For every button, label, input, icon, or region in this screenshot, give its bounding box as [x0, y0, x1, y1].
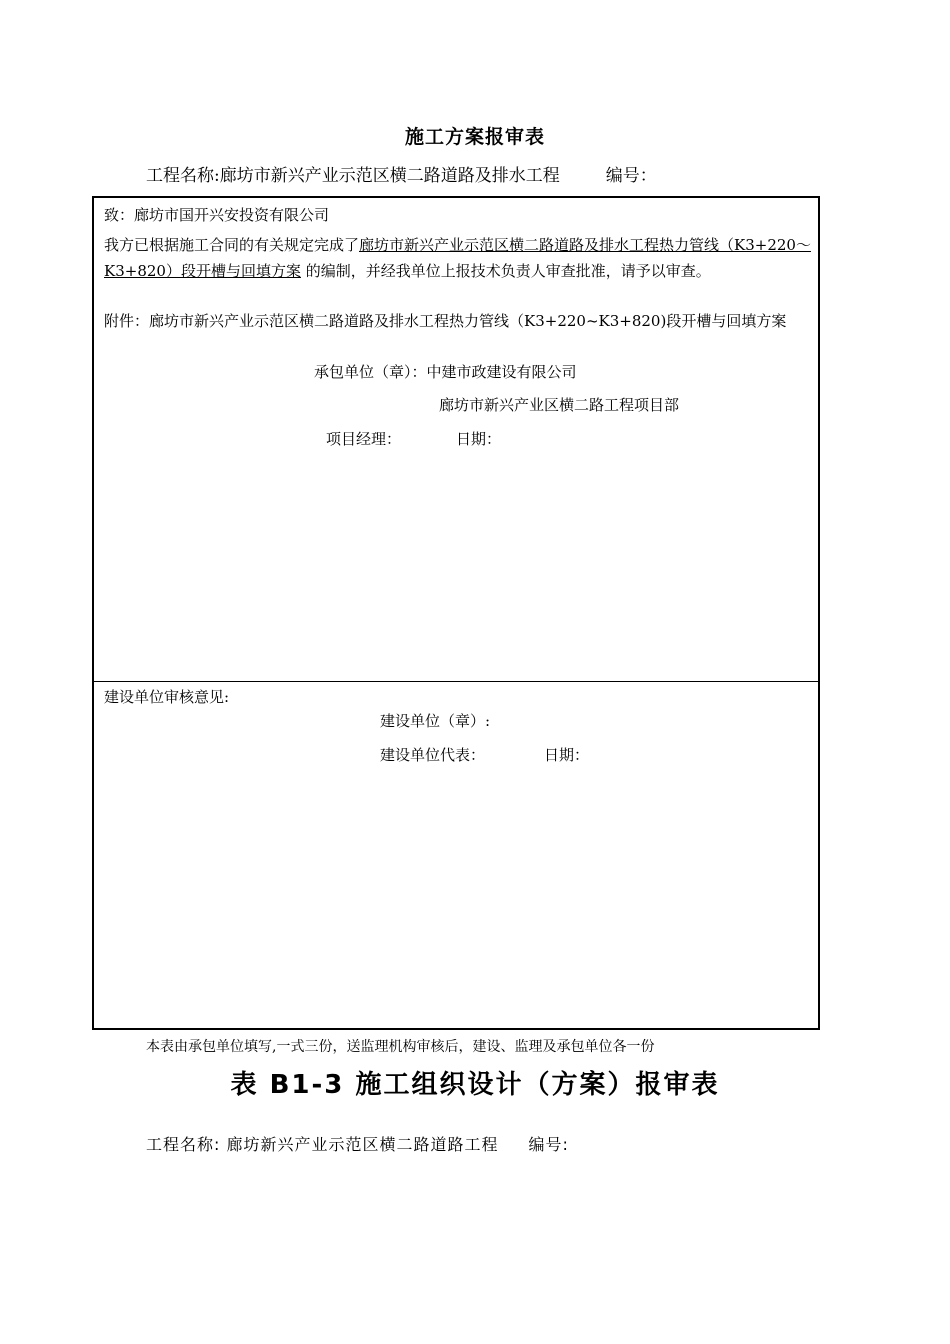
- body-suffix: 的编制，并经我单位上报技术负责人审查批准，请予以审查。: [300, 262, 711, 280]
- owner-opinion-label: 建设单位审核意见:: [104, 688, 230, 706]
- form2-number-label: 编号:: [528, 1135, 569, 1154]
- form-title: 施工方案报审表: [404, 126, 545, 148]
- body-prefix: 我方已根据施工合同的有关规定完成了: [104, 236, 360, 254]
- project-manager-label: 项目经理：: [326, 430, 402, 448]
- contractor-label: 承包单位（章）：: [314, 363, 427, 381]
- number-label: 编号：: [605, 166, 657, 186]
- contractor-name: 中建市政建设有限公司: [426, 363, 577, 381]
- form2-project-name: 廊坊新兴产业示范区横二路道路工程: [226, 1135, 499, 1154]
- form2-title: 表 B1-3 施工组织设计（方案）报审表: [230, 1070, 720, 1100]
- section-divider: [94, 681, 818, 682]
- form2-project-label: 工程名称:: [146, 1135, 221, 1154]
- submission-body: [104, 232, 816, 284]
- attachment-line: 附件：廊坊市新兴产业示范区横二路道路及排水工程热力管线（K3+220~K3+820)段开槽与回填方案: [104, 312, 787, 330]
- owner-representative-label: 建设单位代表：: [380, 746, 486, 764]
- project-label: 工程名称:: [146, 166, 220, 186]
- form-footnote: 本表由承包单位填写,一式三份，送监理机构审核后，建设、监理及承包单位各一份: [146, 1039, 655, 1055]
- project-name: 廊坊市新兴产业示范区横二路道路及排水工程: [219, 166, 560, 186]
- project-department: 廊坊市新兴产业区横二路工程项目部: [439, 396, 680, 414]
- project-name-line: [146, 161, 657, 186]
- contractor-line: [314, 361, 577, 382]
- form2-project-line: [146, 1132, 569, 1155]
- review-date-label: 日期：: [544, 746, 590, 764]
- approval-form-table: [92, 196, 820, 1030]
- addressee-line: 致：廊坊市国开兴安投资有限公司: [104, 206, 330, 224]
- plan-name: 廊坊市新兴产业示范区横二路道路及排水工程热力管线（K3+220～K3+820）段开槽与回填方案: [104, 236, 811, 280]
- owner-seal-label: 建设单位（章）:: [380, 712, 491, 730]
- submission-date-label: 日期：: [456, 430, 502, 448]
